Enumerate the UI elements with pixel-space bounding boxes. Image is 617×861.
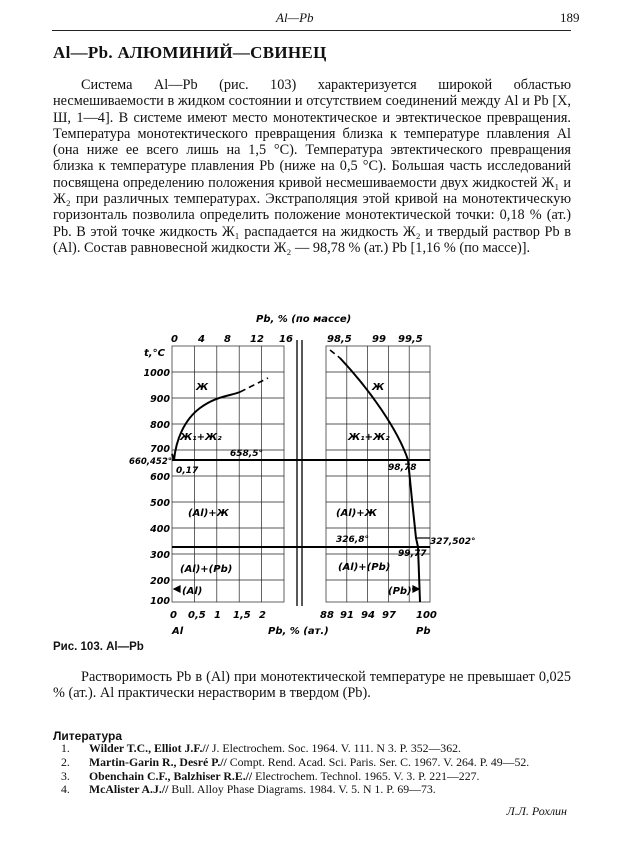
monotectic-left-temp: 660,452°: [129, 457, 172, 467]
label-two-liquids-right: Ж₁+Ж₂: [348, 432, 390, 443]
bottom-tick-94: 94: [361, 610, 375, 621]
y-tick-100: 100: [150, 596, 170, 607]
label-al: (Al): [182, 586, 203, 597]
bottom-tick-97: 97: [382, 610, 396, 621]
miscibility-dashed-left: [240, 378, 268, 392]
literature-title: Литература: [53, 729, 123, 743]
section-title: Al—Pb. АЛЮМИНИЙ—СВИНЕЦ: [53, 43, 327, 62]
bottom-tick-0: 0: [170, 610, 177, 621]
bottom-tick-88: 88: [320, 610, 334, 621]
phase-diagram: [129, 300, 476, 640]
bottom-tick-1: 1: [214, 610, 221, 621]
grid-horizontals: [172, 372, 430, 580]
label-al-plus-pb-right: (Al)+(Pb): [338, 562, 391, 573]
y-tick-600: 600: [150, 472, 170, 483]
reference-item: 2. Martin-Garin R., Desré P.// Compt. Rend. Acad. Sci. Paris. Ser. C. 1967. V. 264. P. 49—52.: [61, 754, 530, 769]
y-tick-1000: 1000: [143, 368, 170, 379]
bottom-tick-1-5: 1,5: [233, 610, 251, 621]
y-axis-label: t,°C: [144, 348, 165, 359]
eutectic-temp: 326,8°: [336, 535, 369, 545]
figure-caption: Рис. 103. Al—Pb: [53, 641, 144, 653]
top-tick-98-5: 98,5: [327, 334, 352, 345]
miscibility-dashed-right: [330, 350, 340, 358]
al-arrow-head: [174, 586, 180, 592]
reference-item: 3. Obenchain C.F., Balzhiser R.E.// Electrochem. Technol. 1965. V. 3. P. 221—227.: [61, 768, 480, 783]
pb-arrow-head: [413, 586, 419, 592]
label-liquid: Ж: [196, 382, 209, 393]
header-rule: [52, 30, 571, 31]
reference-item: 4. McAlister A.J.// Bull. Alloy Phase Diagrams. 1984. V. 5. N 1. P. 69—73.: [61, 782, 436, 797]
top-tick-12: 12: [250, 334, 264, 345]
top-tick-0: 0: [171, 334, 178, 345]
l2-composition: 98,78: [388, 463, 417, 473]
page-header: [0, 0, 617, 36]
pb-melting-temp: 327,502°: [430, 537, 476, 547]
top-axis-label: Pb, % (по массе): [256, 314, 352, 325]
reference-item: 1. Wilder T.C., Elliot J.F.// J. Electrochem. Soc. 1964. V. 111. N 3. P. 352—362.: [61, 741, 461, 755]
bottom-tick-91: 91: [340, 610, 354, 621]
bottom-tick-100: 100: [416, 610, 437, 621]
left-element-label: Al: [172, 626, 184, 637]
running-title: Al—Pb: [276, 10, 314, 25]
label-al-plus-liquid-left: (Al)+Ж: [188, 508, 229, 519]
label-liquid-right: Ж: [372, 382, 385, 393]
bottom-tick-0-5: 0,5: [188, 610, 206, 621]
top-tick-4: 4: [198, 334, 205, 345]
label-two-liquids-left: Ж₁+Ж₂: [180, 432, 222, 443]
body-paragraph-2: Растворимость Pb в (Al) при монотектической температуре не превышает 0,025 % (ат.). Al практически нерастворим в твердом (Pb).: [53, 669, 571, 702]
top-tick-8: 8: [224, 334, 231, 345]
monotectic-temp: 658,5°: [230, 449, 263, 459]
reference-list: [53, 742, 573, 797]
right-element-label: Pb: [416, 626, 431, 637]
y-tick-500: 500: [150, 498, 170, 509]
label-al-plus-liquid-right: (Al)+Ж: [336, 508, 377, 519]
body-paragraph-1: Система Al—Pb (рис. 103) характеризуется широкой областью несмешиваемости в жидком состоянии и отсутствием соединений между Al и Pb [X, Ш, 1—4]. В системе имеют место монотектическое и эвтектическое превращения. Температура монотектического превращения близка к температуре плавления Al (она ниже ее всего лишь на 1,5 °C). Температура эвтектического превращения близка к температуре плавления Pb (ниже на 0,5 °C). Большая часть исследований посвящена определению положения кривой несмешиваемости двух жидкостей Ж₁ и Ж₂ при различных температурах. Экстраполяция этой кривой на монотектическую горизонталь позволила определить положение монотектической точки: 0,18 % (ат.) Pb. В этой точке жидкость Ж₁ распадается на жидкость Ж₂ и твердый раствор Pb в (Al). Состав равновесной жидкости Ж₂ — 98,78 % (ат.) Pb [1,16 % (по массе)].: [53, 77, 571, 256]
top-tick-99-5: 99,5: [398, 334, 423, 345]
label-pb: (Pb): [388, 586, 412, 597]
monotectic-point: 0,17: [176, 466, 199, 476]
author-signature: Л.Л. Рохлин: [506, 804, 567, 818]
page-number: 189: [560, 10, 580, 25]
y-tick-700: 700: [150, 444, 170, 455]
y-tick-800: 800: [150, 420, 170, 431]
y-tick-200: 200: [150, 576, 170, 587]
bottom-tick-2: 2: [259, 610, 266, 621]
phase-diagram-figure: [129, 300, 476, 645]
top-tick-99: 99: [372, 334, 386, 345]
eutectic-point: 99,77: [398, 549, 427, 559]
label-al-plus-pb-left: (Al)+(Pb): [180, 564, 233, 575]
top-tick-16: 16: [279, 334, 293, 345]
y-tick-400: 400: [150, 524, 170, 535]
y-tick-900: 900: [150, 394, 170, 405]
bottom-axis-label: Pb, % (ат.): [268, 626, 329, 637]
y-tick-300: 300: [150, 550, 170, 561]
